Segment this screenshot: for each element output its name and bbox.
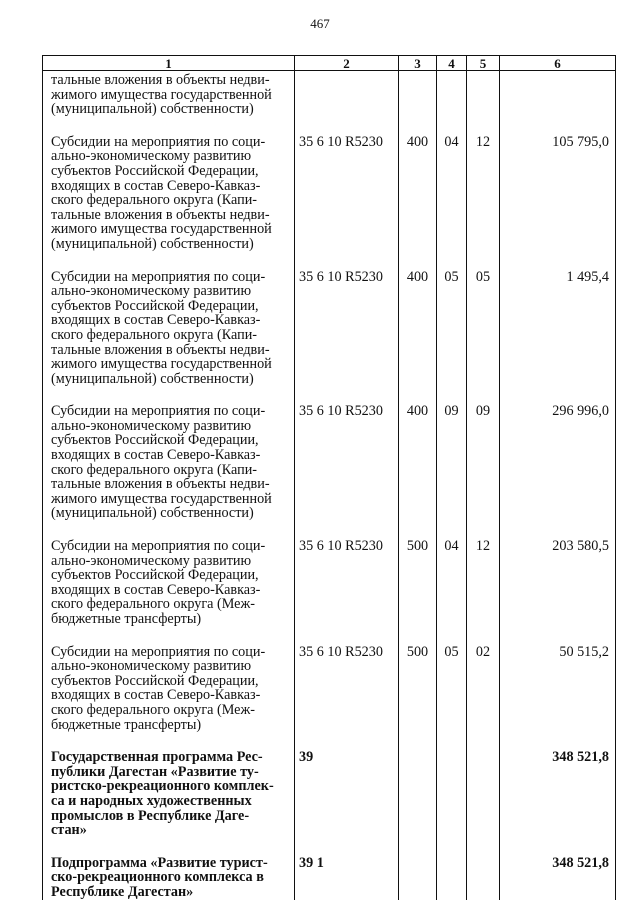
target-code-cell: 35 6 10 R5230: [295, 252, 399, 387]
section-cell: 04: [437, 117, 467, 252]
expense-type-cell: [399, 838, 437, 900]
item-name-line: Субсидии на мероприятия по соци-: [51, 268, 266, 285]
item-name-line: тальные вложения в объекты недви-: [51, 206, 270, 223]
header-row: [43, 56, 616, 71]
item-name-line: публики Дагестан «Развитие ту-: [51, 763, 259, 780]
table-row: [43, 386, 616, 521]
amount-cell: 348 521,8: [500, 838, 616, 900]
subsection-cell: 05: [467, 252, 500, 387]
item-name-line: Субсидии на мероприятия по соци-: [51, 643, 266, 660]
target-code-cell: 39: [295, 732, 399, 838]
expense-type-cell: [399, 732, 437, 838]
item-name-line: тальные вложения в объекты недви-: [51, 476, 270, 493]
budget-table: [42, 55, 616, 900]
item-name-line: входящих в состав Северо-Кавказ-: [51, 447, 261, 464]
item-name-line: входящих в состав Северо-Кавказ-: [51, 312, 261, 329]
subsection-cell: 02: [467, 627, 500, 733]
section-cell: 09: [437, 386, 467, 521]
item-name-line: (муниципальной) собственности): [51, 505, 254, 522]
expense-type-cell: 400: [399, 117, 437, 252]
table-row: [43, 252, 616, 387]
item-name-line: ского федерального округа (Меж-: [51, 596, 255, 613]
subsection-cell: [467, 71, 500, 117]
item-name-line: Субсидии на мероприятия по соци-: [51, 403, 266, 420]
expense-type-cell: 500: [399, 521, 437, 627]
subsection-cell: [467, 732, 500, 838]
table-body: [43, 71, 616, 900]
item-name-line: Государственная программа Рес-: [51, 749, 263, 766]
item-name-cell: [43, 732, 295, 838]
item-name-line: Подпрограмма «Развитие турист-: [51, 854, 268, 871]
target-code-cell: 35 6 10 R5230: [295, 117, 399, 252]
item-name-line: (муниципальной) собственности): [51, 101, 254, 118]
item-name-line: ского федерального округа (Капи-: [51, 192, 258, 209]
item-name-line: ского федерального округа (Меж-: [51, 701, 255, 718]
amount-cell: 1 495,4: [500, 252, 616, 387]
item-name-cell: [43, 117, 295, 252]
item-name-line: ско-рекреационного комплекса в: [51, 869, 264, 886]
item-name-line: субъектов Российской Федерации,: [51, 567, 259, 584]
item-name-line: ально-экономическому развитию: [51, 552, 252, 569]
item-name-line: тальные вложения в объекты недви-: [51, 72, 270, 88]
item-name-line: (муниципальной) собственности): [51, 370, 254, 387]
item-name-line: Субсидии на мероприятия по соци-: [51, 133, 266, 150]
item-name-cell: [43, 252, 295, 387]
section-cell: [437, 71, 467, 117]
column-header: 6: [500, 56, 616, 71]
table-row: [43, 838, 616, 900]
amount-cell: 50 515,2: [500, 627, 616, 733]
section-cell: [437, 838, 467, 900]
table-row: [43, 732, 616, 838]
amount-cell: 105 795,0: [500, 117, 616, 252]
subsection-cell: 09: [467, 386, 500, 521]
target-code-cell: 35 6 10 R5230: [295, 627, 399, 733]
target-code-cell: 35 6 10 R5230: [295, 521, 399, 627]
column-header: 2: [295, 56, 399, 71]
item-name-cell: [43, 71, 295, 117]
amount-cell: 348 521,8: [500, 732, 616, 838]
expense-type-cell: [399, 71, 437, 117]
amount-cell: 203 580,5: [500, 521, 616, 627]
column-header: 1: [43, 56, 295, 71]
page-number: 467: [310, 16, 330, 31]
item-name-line: входящих в состав Северо-Кавказ-: [51, 177, 261, 194]
item-name-line: входящих в состав Северо-Кавказ-: [51, 581, 261, 598]
item-name-line: ально-экономическому развитию: [51, 148, 252, 165]
item-name-line: субъектов Российской Федерации,: [51, 162, 259, 179]
item-name-line: тальные вложения в объекты недви-: [51, 341, 270, 358]
item-name-line: Субсидии на мероприятия по соци-: [51, 538, 266, 555]
item-name-line: промыслов в Республике Даге-: [51, 807, 250, 824]
amount-cell: [500, 71, 616, 117]
item-name-line: субъектов Российской Федерации,: [51, 672, 259, 689]
section-cell: 04: [437, 521, 467, 627]
item-name-line: жимого имущества государственной: [51, 490, 272, 507]
item-name-line: ского федерального округа (Капи-: [51, 326, 258, 343]
expense-type-cell: 500: [399, 627, 437, 733]
item-name-line: жимого имущества государственной: [51, 356, 272, 373]
section-cell: 05: [437, 627, 467, 733]
item-name-line: стан»: [51, 822, 87, 839]
table-row: [43, 521, 616, 627]
item-name-line: жимого имущества государственной: [51, 221, 272, 238]
item-name-cell: [43, 521, 295, 627]
item-name-line: ально-экономическому развитию: [51, 658, 252, 675]
item-name-line: ально-экономическому развитию: [51, 417, 252, 434]
target-code-cell: 35 6 10 R5230: [295, 386, 399, 521]
item-name-line: входящих в состав Северо-Кавказ-: [51, 687, 261, 704]
expense-type-cell: 400: [399, 252, 437, 387]
item-name-line: Республике Дагестан»: [51, 883, 194, 900]
item-name-line: ристско-рекреационного комплек-: [51, 778, 274, 795]
table-row: [43, 627, 616, 733]
item-name-line: бюджетные трансферты): [51, 611, 202, 627]
item-name-cell: [43, 386, 295, 521]
item-name-line: (муниципальной) собственности): [51, 235, 254, 252]
target-code-cell: 39 1: [295, 838, 399, 900]
subsection-cell: 12: [467, 521, 500, 627]
table-row: [43, 71, 616, 117]
section-cell: [437, 732, 467, 838]
column-header: 4: [437, 56, 467, 71]
item-name-line: субъектов Российской Федерации,: [51, 297, 259, 314]
column-header: 5: [467, 56, 500, 71]
item-name-cell: [43, 838, 295, 900]
table-row: [43, 117, 616, 252]
item-name-line: бюджетные трансферты): [51, 716, 202, 733]
item-name-line: жимого имущества государственной: [51, 86, 272, 103]
subsection-cell: [467, 838, 500, 900]
item-name-line: субъектов Российской Федерации,: [51, 432, 259, 449]
amount-cell: 296 996,0: [500, 386, 616, 521]
section-cell: 05: [437, 252, 467, 387]
subsection-cell: 12: [467, 117, 500, 252]
item-name-line: ского федерального округа (Капи-: [51, 461, 258, 478]
item-name-line: са и народных художественных: [51, 792, 252, 809]
expense-type-cell: 400: [399, 386, 437, 521]
target-code-cell: [295, 71, 399, 117]
item-name-cell: [43, 627, 295, 733]
column-header: 3: [399, 56, 437, 71]
item-name-line: ально-экономическому развитию: [51, 283, 252, 300]
